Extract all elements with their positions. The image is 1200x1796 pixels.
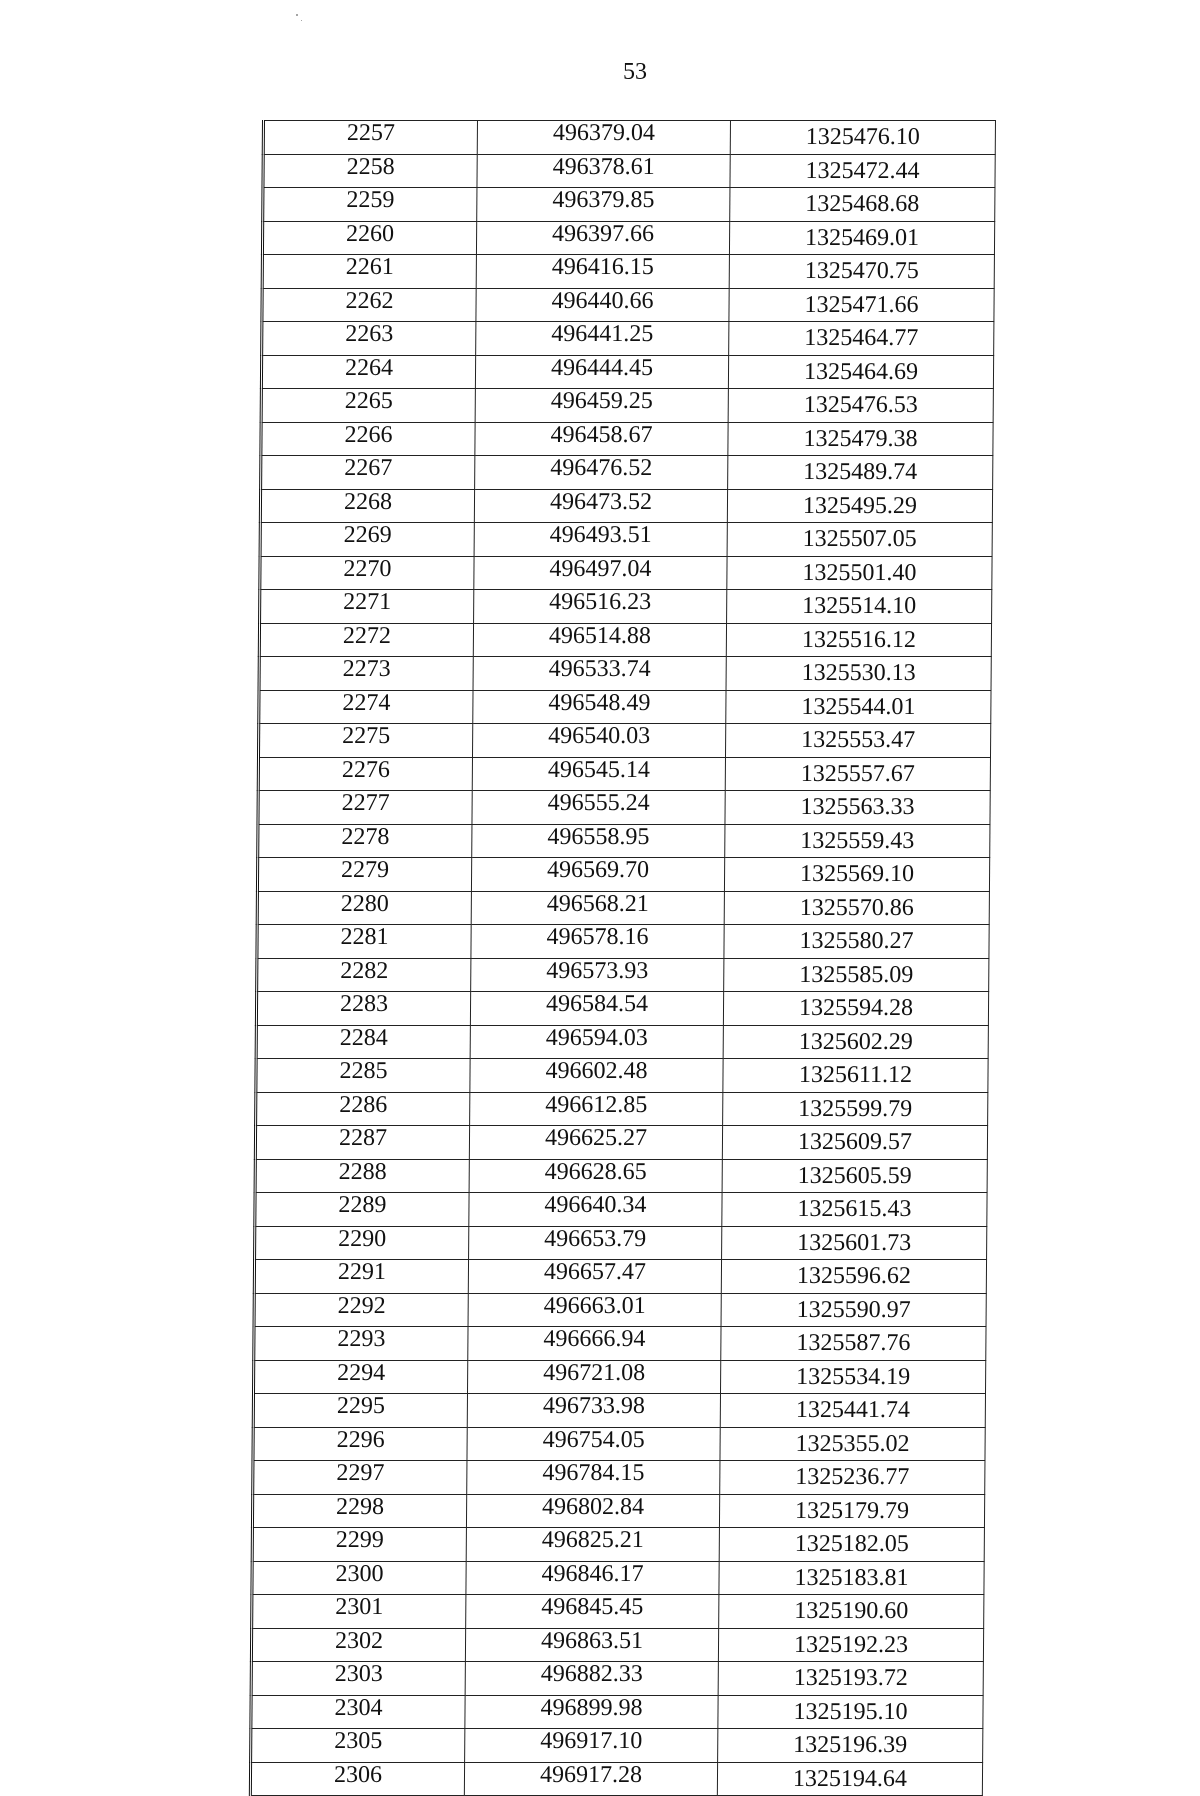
table-row [263,154,995,188]
point-number-cell: 2286 [256,1092,470,1126]
point-number-cell: 2288 [255,1159,469,1193]
x-coordinate-cell: 496733.98 [467,1394,720,1428]
table-row [253,1360,985,1394]
point-number-cell: 2296 [253,1427,467,1461]
x-coordinate-cell: 496493.51 [474,523,727,557]
x-coordinate-cell: 496846.17 [466,1561,719,1595]
table-row [261,422,993,456]
table-row [260,523,992,557]
y-coordinate-cell: 1325605.59 [722,1159,987,1193]
point-number-cell: 2273 [259,657,473,691]
scan-speck [301,20,302,21]
coordinates-table-body [250,121,995,1796]
x-coordinate-cell: 496379.04 [477,121,730,155]
point-number-cell: 2287 [255,1126,469,1160]
table-row [258,791,990,825]
point-number-cell: 2279 [257,858,471,892]
x-coordinate-cell: 496784.15 [467,1461,720,1495]
point-number-cell: 2290 [255,1226,469,1260]
point-number-cell: 2284 [256,1025,470,1059]
x-coordinate-cell: 496657.47 [468,1260,721,1294]
y-coordinate-cell: 1325441.74 [720,1394,985,1428]
x-coordinate-cell: 496533.74 [473,657,726,691]
table-row [261,456,993,490]
point-number-cell: 2259 [263,188,477,222]
y-coordinate-cell: 1325601.73 [722,1226,987,1260]
point-number-cell: 2291 [254,1260,468,1294]
table-row [261,355,993,389]
y-coordinate-cell: 1325569.10 [724,858,989,892]
table-row [256,1059,988,1093]
y-coordinate-cell: 1325609.57 [722,1126,987,1160]
y-coordinate-cell: 1325514.10 [727,590,992,624]
table-row [261,389,993,423]
point-number-cell: 2289 [255,1193,469,1227]
point-number-cell: 2297 [253,1461,467,1495]
x-coordinate-cell: 496653.79 [469,1226,722,1260]
x-coordinate-cell: 496473.52 [474,489,727,523]
point-number-cell: 2281 [257,925,471,959]
table-row [257,858,989,892]
x-coordinate-cell: 496578.16 [471,925,724,959]
point-number-cell: 2274 [259,690,473,724]
y-coordinate-cell: 1325179.79 [719,1494,984,1528]
y-coordinate-cell: 1325580.27 [724,925,989,959]
x-coordinate-cell: 496555.24 [472,791,725,825]
y-coordinate-cell: 1325594.28 [723,992,988,1026]
table-row [257,925,989,959]
x-coordinate-cell: 496845.45 [466,1595,719,1629]
x-coordinate-cell: 496540.03 [472,724,725,758]
x-coordinate-cell: 496379.85 [477,188,730,222]
table-row [262,288,994,322]
x-coordinate-cell: 496378.61 [477,154,730,188]
y-coordinate-cell: 1325495.29 [727,489,992,523]
x-coordinate-cell: 496882.33 [465,1662,718,1696]
point-number-cell: 2278 [258,824,472,858]
point-number-cell: 2283 [256,992,470,1026]
table-row [258,724,990,758]
point-number-cell: 2267 [261,456,475,490]
point-number-cell: 2269 [260,523,474,557]
table-row [255,1193,987,1227]
point-number-cell: 2272 [259,623,473,657]
table-row [260,489,992,523]
x-coordinate-cell: 496666.94 [468,1327,721,1361]
point-number-cell: 2277 [258,791,472,825]
y-coordinate-cell: 1325559.43 [725,824,990,858]
y-coordinate-cell: 1325553.47 [725,724,990,758]
table-row [252,1494,984,1528]
table-row [253,1461,985,1495]
table-row [251,1695,983,1729]
y-coordinate-cell: 1325599.79 [723,1092,988,1126]
point-number-cell: 2298 [252,1494,466,1528]
y-coordinate-cell: 1325544.01 [726,690,991,724]
point-number-cell: 2306 [250,1762,464,1796]
y-coordinate-cell: 1325557.67 [725,757,990,791]
x-coordinate-cell: 496640.34 [469,1193,722,1227]
table-row [251,1662,983,1696]
point-number-cell: 2280 [257,891,471,925]
table-row [253,1394,985,1428]
y-coordinate-cell: 1325507.05 [727,523,992,557]
point-number-cell: 2261 [262,255,476,289]
x-coordinate-cell: 496602.48 [470,1059,723,1093]
page-number: 53 [623,59,647,85]
table-row [262,255,994,289]
table-row [250,1762,982,1796]
y-coordinate-cell: 1325464.69 [728,355,993,389]
x-coordinate-cell: 496917.28 [464,1762,717,1796]
coordinates-table-wrapper [249,120,990,1796]
x-coordinate-cell: 496802.84 [466,1494,719,1528]
y-coordinate-cell: 1325596.62 [721,1260,986,1294]
point-number-cell: 2305 [251,1729,465,1763]
x-coordinate-cell: 496721.08 [467,1360,720,1394]
y-coordinate-cell: 1325195.10 [718,1695,983,1729]
y-coordinate-cell: 1325530.13 [726,657,991,691]
x-coordinate-cell: 496569.70 [471,858,724,892]
x-coordinate-cell: 496663.01 [468,1293,721,1327]
point-number-cell: 2260 [262,221,476,255]
table-row [258,757,990,791]
point-number-cell: 2258 [263,154,477,188]
table-row [252,1528,984,1562]
table-row [258,824,990,858]
y-coordinate-cell: 1325476.53 [728,389,993,423]
table-row [254,1260,986,1294]
point-number-cell: 2293 [254,1327,468,1361]
table-row [256,992,988,1026]
y-coordinate-cell: 1325471.66 [729,288,994,322]
point-number-cell: 2304 [251,1695,465,1729]
x-coordinate-cell: 496476.52 [475,456,728,490]
x-coordinate-cell: 496568.21 [471,891,724,925]
coordinates-table [249,120,996,1796]
x-coordinate-cell: 496863.51 [465,1628,718,1662]
y-coordinate-cell: 1325489.74 [728,456,993,490]
table-row [253,1427,985,1461]
y-coordinate-cell: 1325590.97 [721,1293,986,1327]
table-row [252,1595,984,1629]
x-coordinate-cell: 496516.23 [474,590,727,624]
y-coordinate-cell: 1325476.10 [730,121,995,155]
table-row [257,958,989,992]
scan-speck [296,14,298,16]
point-number-cell: 2282 [257,958,471,992]
x-coordinate-cell: 496458.67 [475,422,728,456]
point-number-cell: 2285 [256,1059,470,1093]
x-coordinate-cell: 496397.66 [476,221,729,255]
x-coordinate-cell: 496917.10 [465,1729,718,1763]
table-row [256,1092,988,1126]
x-coordinate-cell: 496548.49 [473,690,726,724]
y-coordinate-cell: 1325534.19 [720,1360,985,1394]
point-number-cell: 2302 [251,1628,465,1662]
x-coordinate-cell: 496628.65 [469,1159,722,1193]
y-coordinate-cell: 1325615.43 [722,1193,987,1227]
point-number-cell: 2263 [262,322,476,356]
point-number-cell: 2295 [253,1394,467,1428]
point-number-cell: 2266 [261,422,475,456]
table-row [259,690,991,724]
y-coordinate-cell: 1325587.76 [721,1327,986,1361]
table-row [262,221,994,255]
y-coordinate-cell: 1325472.44 [730,154,995,188]
y-coordinate-cell: 1325501.40 [727,556,992,590]
table-row [262,322,994,356]
point-number-cell: 2276 [258,757,472,791]
x-coordinate-cell: 496625.27 [469,1126,722,1160]
y-coordinate-cell: 1325190.60 [719,1595,984,1629]
x-coordinate-cell: 496459.25 [475,389,728,423]
y-coordinate-cell: 1325563.33 [725,791,990,825]
y-coordinate-cell: 1325516.12 [726,623,991,657]
x-coordinate-cell: 496514.88 [473,623,726,657]
point-number-cell: 2265 [261,389,475,423]
table-row [257,891,989,925]
table-row [254,1327,986,1361]
y-coordinate-cell: 1325585.09 [724,958,989,992]
point-number-cell: 2270 [260,556,474,590]
table-row [255,1226,987,1260]
x-coordinate-cell: 496584.54 [470,992,723,1026]
table-row [263,121,995,155]
x-coordinate-cell: 496444.45 [475,355,728,389]
x-coordinate-cell: 496573.93 [471,958,724,992]
point-number-cell: 2275 [258,724,472,758]
x-coordinate-cell: 496497.04 [474,556,727,590]
y-coordinate-cell: 1325602.29 [723,1025,988,1059]
x-coordinate-cell: 496416.15 [476,255,729,289]
x-coordinate-cell: 496899.98 [465,1695,718,1729]
y-coordinate-cell: 1325469.01 [729,221,994,255]
y-coordinate-cell: 1325468.68 [730,188,995,222]
table-row [259,623,991,657]
point-number-cell: 2257 [263,121,477,155]
table-row [251,1628,983,1662]
y-coordinate-cell: 1325464.77 [729,322,994,356]
x-coordinate-cell: 496545.14 [472,757,725,791]
point-number-cell: 2294 [253,1360,467,1394]
y-coordinate-cell: 1325196.39 [718,1729,983,1763]
table-row [251,1729,983,1763]
y-coordinate-cell: 1325470.75 [729,255,994,289]
point-number-cell: 2300 [252,1561,466,1595]
point-number-cell: 2299 [252,1528,466,1562]
x-coordinate-cell: 496440.66 [476,288,729,322]
x-coordinate-cell: 496558.95 [472,824,725,858]
table-row [255,1126,987,1160]
point-number-cell: 2301 [252,1595,466,1629]
point-number-cell: 2271 [260,590,474,624]
point-number-cell: 2262 [262,288,476,322]
table-row [260,590,992,624]
point-number-cell: 2303 [251,1662,465,1696]
x-coordinate-cell: 496594.03 [470,1025,723,1059]
point-number-cell: 2268 [260,489,474,523]
table-row [256,1025,988,1059]
y-coordinate-cell: 1325192.23 [718,1628,983,1662]
y-coordinate-cell: 1325355.02 [720,1427,985,1461]
table-row [263,188,995,222]
point-number-cell: 2264 [261,355,475,389]
y-coordinate-cell: 1325183.81 [719,1561,984,1595]
table-row [259,657,991,691]
x-coordinate-cell: 496825.21 [466,1528,719,1562]
table-row [255,1159,987,1193]
x-coordinate-cell: 496441.25 [476,322,729,356]
y-coordinate-cell: 1325182.05 [719,1528,984,1562]
x-coordinate-cell: 496612.85 [470,1092,723,1126]
y-coordinate-cell: 1325479.38 [728,422,993,456]
table-row [260,556,992,590]
point-number-cell: 2292 [254,1293,468,1327]
y-coordinate-cell: 1325194.64 [717,1762,982,1796]
y-coordinate-cell: 1325236.77 [720,1461,985,1495]
y-coordinate-cell: 1325611.12 [723,1059,988,1093]
x-coordinate-cell: 496754.05 [467,1427,720,1461]
y-coordinate-cell: 1325570.86 [724,891,989,925]
table-row [252,1561,984,1595]
y-coordinate-cell: 1325193.72 [718,1662,983,1696]
table-row [254,1293,986,1327]
